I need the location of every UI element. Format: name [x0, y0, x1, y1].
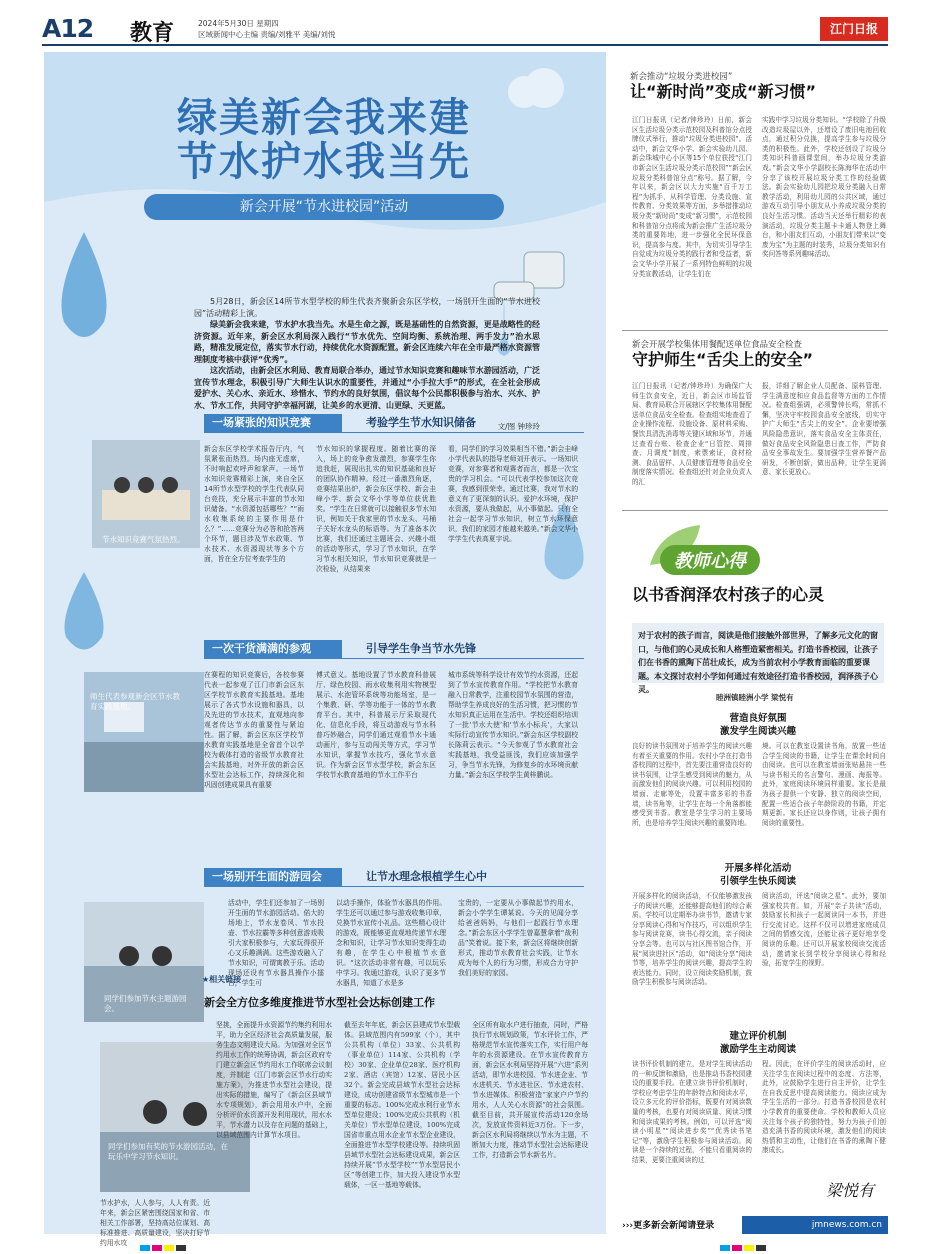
article3-title: 以书香润泽农村孩子的心灵	[632, 585, 825, 604]
footer-text: ›››更多新会新闻请登录	[622, 1221, 715, 1231]
registration-mark	[720, 1245, 730, 1251]
feature-lead	[194, 296, 540, 433]
related-column: 截至去年年底，新会区县建成节水型载体。县域范围内有599家（个），其中公共机构（单位）33家、公共机构（事业单位）114家、公共机构（学校）30家、企业单位28家、医疗机构2家、酒店（宾馆）12家、居民小区32个。新会完成县域节水型社会达标建设，成功创建省级节水型城市是一个重要的标志。100%完成水利行业节水型单位建设；100%完成公共机构（机关单位）节水型单位建设，100%完成国省市重点用水企业节水型企业建设，全面推进节水型学校建设等。持续巩固县域节水型社会达标建设成果，新会区持续开展“节水型学校”“节水型居民小区”等创建工作，加大投入建设节水型载体，一区一基地等载体。	[344, 1021, 460, 1189]
divider	[622, 330, 888, 331]
registration-mark	[176, 1245, 186, 1251]
section1-rule	[204, 432, 584, 433]
header-rule	[42, 44, 888, 46]
related-column: 节水护水，人人参与，人人有责。近年来，新会区紧密围绕国家和省、市相关工作部署，坚持高站位谋划、高标准推进、高质量建设，坚决打好节约用水攻	[100, 1199, 210, 1247]
related-title: 新会全方位多维度推进节水型社会达标创建工作	[204, 996, 435, 1009]
article3-column: 开展多样化的阅读活动，不仅能够激发孩子的阅读兴趣，还能够提高他们的综合素质。学校可以定期举办读书节，邀请专家分享阅读心得和写作技巧，可以组织学生参与阅读竞赛，读书心得交流，亲子阅读分享会等。也可以与社区图书馆合作，开展“阅读进社区”活动，如“阅读分享”阅读节等，培养学生的阅读兴趣，提高学生的表达能力。同时，设立阅读奖励机制，鼓励学生积极参与阅读活动。	[632, 892, 752, 987]
visit-photo	[84, 672, 204, 792]
article3-column: 读书评价机制的建立，是对学生阅读活动的一种反馈和激励，也是推动书香校园建设的重要手段。在建立读书评价机制时，学校应考虑学生的年龄特点和阅读水平，设立多元化的评价指标，既要有对阅读数量的考核，也要有对阅读质量、阅读习惯和阅读成果的考核。例如，可以评选“阅读小明星”“阅读进步奖”“优秀读书笔记”等，激励学生积极参与阅读活动。阅读是一个持续的过程，不能只看重阅读的结果，更要注重阅读的过	[632, 1060, 752, 1164]
section3-column: 活动中，学生们还参加了一场别开生面的节水游园活动。偌大的场地上，节水龙卷风、节水投壶、节水拉霸等多种创意游戏吸引大家积极参与，大家玩得很开心又乐趣满满。这些游戏融入了节水知识，可谓寓教于乐。活动现场还设有节水器具操作小擂台，学生可	[228, 899, 324, 987]
subhead: 营造良好氛围 激发学生阅读兴趣	[719, 713, 796, 737]
date-line: 2024年5月30日 星期四	[198, 19, 279, 28]
subhead: 建立评价机制 激励学生主动阅读	[719, 1031, 796, 1055]
related-column: 全区所有取水户进行抽查，同时，严格执行节水规划政策，节水评价工作，严格规范节水宣传落实工作，实行用户每年的水资源建设。在节水宣传教育方面，新会区水利局坚持开展“六进”系列活动，即节水进校园、节水进企业、节水进机关、节水进社区、节水进农村、节水进媒体。积极营造“家家户户节约用水，人人关心水资源”的社会氛围。截至目前，共开展宣传活动120余场次，发放宣传资料近3万份。下一步，新会区水利局将继续以节水为主题，不断加大力度，推动节水型社会达标建设工作，打造新会节水新名片。	[472, 1021, 588, 1159]
article1-kicker: 新会推动“垃圾分类进校园”	[630, 72, 733, 82]
footer	[622, 1216, 888, 1234]
related-column: 坚挑，全面提升水资源节约集约利用水平，助力全区经济社会高质量发展，服务生态文明建设大局。为加强对全区节约用水工作的统筹协调，新会区政府专门建立新会区节约用水工作联席会议制度，并制定《江门市新会区节水行动实施方案》，为推进节水型社会建设，提出实际的措施，编写了《新会区县域节水专项规划》，新会用用水户中，全面分析评价水资源开发利用现状，用水水平，节水潜力以及存在问题的基础上，以县域范围内计算节水项目。	[216, 1021, 332, 1139]
editors-line: 区域新闻中心主编 责编/刘雅平 美编/刘悦	[198, 30, 336, 39]
visit-photo-caption: 师生代表参观新会区节水教育实践基地。	[90, 692, 180, 711]
section3-rule	[204, 886, 584, 887]
section2-bar: 一次干货满满的参观	[204, 640, 342, 658]
section3-bar: 一场别开生面的游园会	[204, 868, 342, 886]
article2-title: 守护师生“舌尖上的安全”	[632, 350, 814, 369]
star-icon: ★	[202, 975, 210, 984]
chevrons-icon: ›››	[622, 1221, 634, 1231]
article3-column: 阅读活动，评选“阅读之星”。此外，要加强家校共育。如，开展“亲子共读”活动，鼓励家长和孩子一起阅读同一本书，并进行交流讨论。这样不仅可以增进家庭成员之间的情感交流，还能让孩子更好地享受阅读的乐趣。还可以开展家校阅读交流活动，邀请家长到学校分享阅读心得和经验，拓宽学生的视野。	[762, 892, 886, 968]
article2-kicker: 新会开展学校集体用餐配送单位食品安全检查	[632, 340, 803, 350]
section2-column: 城市系统等科学设计有效节约水资源，还起到了节水宣传教育作用。“学校把节水教育融入日常教学，注重校园节水氛围的营造，帮助学生养成良好的生活习惯，把习惯的节水知识真正运用在生活中。学校还组织培训了一批‘节水大使’和‘节水小标兵’，大家以实际行动宣传节水知识。”新会东区学校副校长陈莉云表示。“今天参观了节水教育社会实践基地，我受益匪浅，我们应该加强学习，争当节水先锋，为修复乡的水环境贡献力量。”新会东区学校学生黄梓鹏说。	[448, 671, 578, 779]
registration-mark	[756, 1245, 766, 1251]
article1-head	[630, 70, 890, 102]
feature-panel	[44, 52, 606, 1247]
article1-title: 让“新时尚”变成“新习惯”	[630, 82, 817, 101]
registration-mark	[140, 1245, 150, 1251]
divider	[622, 510, 888, 511]
related-photo-caption: 同学们参加有奖的节水游园活动，在玩乐中学习节水知识。	[108, 1142, 228, 1161]
page-header	[42, 14, 888, 44]
related-tag: ★相关链接	[202, 975, 242, 984]
article3-column: 良好的读书氛围对于培养学生的阅读兴趣有着至关重要的作用。农村小学在打造书香校园的过程中，首先要注重营造良好的读书氛围，让学生感受到阅读的魅力，从而激发他们的阅读兴趣。可以利用校园的墙面、走廊等处，设置丰富多彩的书香墙，读书角等，让学生在每一个角落都能感受到书香。教室是学生学习的主要场所，也是培养学生阅读兴趣的重要阵地。	[632, 742, 752, 827]
article3-abstract: 对于农村的孩子而言，阅读是他们接触外部世界，了解多元文化的窗口，与他们的心灵成长和人格塑造紧密相关。打造书香校园，让孩子们在书香的熏陶下茁壮成长，成为当前农村小学教育面临的重要课题。本文探讨农村小学如何通过有效途径打造书香校园，润泽孩子心灵。	[632, 623, 884, 683]
section3-column: 宝贵的，一定要从小事做起节约用水，新会小学学生谭某说。今天的见闻分享给爸爸妈妈，与他们一起践行节水理念。”新会东区小学学生曾嘉慧拿着“战利品”笑着说。接下来，新会区将继续创新形式，推动节水教育社会实践，让节水成为每个人的行为习惯，形成合力守护我们美好的家园。	[458, 899, 578, 977]
contest-photo	[92, 440, 200, 548]
section1-column: 节水知识的掌握程度。随着比赛的深入，场上的竞争愈发激烈，参赛学生你追我赶，展现出扎实的知识基础和良好的团队协作精神。经过一番激烈角逐，竞赛结果出炉，新会东区学校、新会圭峰小学、新会文华小学等单位获优胜奖。“学生在日常就可以接触很多节水知识，例如关于我家里的节水龙头、马桶子关好水龙头的标语等。为了准备本次比赛，我们还通过主题班会、兴趣小组的活动等形式，学习了节水知识，在学习节水相关知识，节水知识竞赛就是一次检验，从结果来	[316, 445, 436, 573]
article3-column: 程。因此，在评价学生的阅读活动时，应关注学生在阅读过程中的态度、方法等，此外，应鼓励学生进行自主评价，让学生在自我反思中提高阅读能力。阅读应成为学生生活的一部分。打造书香校园是农村小学教育的重要使命。学校和教师人员应关注每个孩子的独特性，努力为孩子们创造充满书香的阅读环境，激发他们的阅读热情和主动性，让他们在书香的熏陶下健康成长。	[762, 1060, 886, 1155]
article3-author: 睦洲镇睦洲小学 梁悦有	[716, 693, 794, 702]
section1-title: 考验学生节水知识储备	[366, 416, 476, 429]
article3-column: 境。可以在教室设置读书角，放置一些适合学生阅读的书籍，让学生在课余时间自由阅读。也可以在教室墙面张贴悬挂一些与读书相关的名言警句、漫画、海报等。此外，家庭阅读环境同样重要。家长是最为孩子提供一个安静、独立的阅读空间，配置一些适合孩子年龄阶段的书籍，并定期更新。家长还应以身作则，让孩子拥有阅读的重要性。	[762, 742, 886, 827]
section2-column: 在赛程的知识竞赛后，各校参赛代表一起参观了江门市新会区东区学校节水教育实践基地。基地展示了各式节水设施和器具，以及先进的节水技术，直观地向参观者传达节水的重要性与紧迫性。据了解，新会区东区学校节水教育实践基地是全省首个以学校为载体打造的省级节水教育社会实践基地，对外开放的新会区水型社会达标工作，持续深化和巩固创建成果具有重要	[204, 671, 304, 789]
article1-column: 实践中学习垃圾分类知识。“学校除了升级改造垃圾屋以外，还增设了废旧电池回收点，通过积分兑换，提高学生参与垃圾分类的积极性。此外，学校还创设了垃圾分类知识科普画课堂间，举办垃圾分类游戏。”新会文华小学副校长陈海华在活动中分享了该校开展垃圾分类工作的经验做法。新会实验幼儿园把垃圾分类融入日常教学活动，利用幼儿园的公共区域，通过游戏互动引导小朋友从小养成垃圾分类的良好生活习惯。活动当天还举行精彩的表演活动，垃圾分类主题卡卡通人物登上舞台，和小朋友们互动，小朋友们带来以“变废为宝”为主题的时装秀，垃圾分类知识有奖问答等系列趣味活动。	[762, 116, 886, 259]
section3-column: 以动手操作，体验节水器具的作用。学生还可以通过参与游戏收集印章，兑换节水宣传小礼品。这些精心设计的游戏，既能够更直观地传递节水理念和知识，让学习节水知识变得生动有趣，在学生心中根植节水意识。“这次活动非常有趣，可以玩乐中学习。我通过游戏，认识了更多节水器具，知道了水是多	[336, 899, 446, 987]
fair-photo-caption: 同学们参加节水主题游园会。	[104, 994, 187, 1013]
byline: 文/图 钟珍玲	[497, 422, 540, 431]
article2-head	[632, 338, 888, 370]
footer-site-link[interactable]: jmnews.com.cn	[742, 1216, 888, 1234]
column-badge: 教师心得	[660, 545, 760, 575]
newspaper-logo: 江门日报	[820, 17, 888, 41]
feature-title-line2: 节水护水我当先	[177, 138, 471, 185]
lead-paragraph: 绿美新会我来建，节水护水我当先。水是生命之源，既是基础性的自然资源，更是战略性的经济资源。近年来，新会区水利局深入践行“节水优先、空间均衡、系统治理、两手发力”治水思路，精准发展定位，落实节水行动，持续优化水资源配置。新会区连续六年在全市最严格水资源管理制度考核中获评“优秀”。	[194, 320, 540, 364]
header-meta	[198, 18, 335, 40]
feature-title-line1: 绿美新会我来建	[177, 94, 471, 141]
article2-column: 江门日报讯（记者/钟珍玲）为确保广大师生饮食安全，近日，新会区市场监管局、教育局联合开展辖区学校集体用餐配送单位食品安全检查。检查组实地查看了企业操作流程、设施设备、原材料采购、餐饮具清洗消毒等关键区域和环节，并通过查看台账、检查企业“日管控、周排查、月调度”制度，索票索证，食材检测、食品留样、人员健康管理等食品安全制度落实情况。检查组还针对企业负责人的汇	[632, 382, 752, 486]
section1-bar: 一场紧张的知识竞赛	[204, 414, 342, 432]
section-name: 教育	[130, 21, 175, 46]
section1-column: 看，同学们的学习效果相当不错。”新会圭峰小学代表队的指导老师刘开表示。一场知识竞赛，对参赛者和观赛者而言，都是一次宝贵的学习机会。“可以代表学校参加这次竞赛，我感到很荣幸。通过比赛，我对节水的意义有了更深刻的认识。爱护水环境，保护水资源，要从我做起，从小事做起。只有全社会一起学习节水知识，树立节水环保意识，我们的家园才能越来越美。”新会文华小学学生代表高夏宇说。	[448, 445, 578, 543]
feature-subtitle: 新会开展“节水进校园”活动	[144, 194, 504, 220]
water-drop-icon	[54, 572, 114, 662]
contest-photo-caption: 节水知识竞赛气氛热烈。	[102, 535, 185, 544]
section1-column: 新会东区学校学术报告厅内，气氛紧张而热烈。场内座无虚席，不时响起欢呼声和掌声。一场节水知识竞赛精彩上演，来自全区14所节水型学校的学生代表队同台竞技，充分展示丰富的节水知识储备。“水资源包括哪些？”“雨水收集系统的主要作用是什么？”……竞赛分为必答和抢答两个环节，题目涉及节水政策、节水技术、水资源现状等多个方面，旨在全方位考查学生的	[204, 445, 304, 563]
lead-paragraph: 这次活动，由新会区水利局、教育局联合举办，通过节水知识竞赛和趣味节水游园活动，广泛宣传节水理念，积极引导广大师生认识水的重要性，并通过“小手拉大手”的形式，在全社会形成爱护水、关心水、亲近水、珍惜水、节约水的良好氛围，倡议每个公民都积极参与治水、兴水、护水、节水工作，共同守护幸福河湖，让美乡的水更清、山更绿、天更蓝。	[194, 366, 540, 410]
registration-mark	[732, 1245, 742, 1251]
lead-paragraph: 5月28日，新会区14所节水型学校的师生代表齐聚新会东区学校，一场别开生面的“节水进校园”活动精彩上演。	[194, 297, 540, 318]
registration-mark	[152, 1245, 162, 1251]
registration-mark	[744, 1245, 754, 1251]
author-signature: 梁悦有	[826, 1181, 875, 1200]
subhead: 开展多样化活动 引领学生快乐阅读	[719, 863, 796, 887]
section2-title: 引导学生争当节水先锋	[366, 642, 476, 655]
article2-column: 报，详细了解企业人员配备、原料管理、学生满意度和应食品监督等方面的工作情况。检查组强调，必须警钟长鸣，常抓不懈，坚决守牢校园食品安全底线，切实守护广大师生“舌尖上的安全”。企业要增强风险隐患意识，落实食品安全主体责任，做好食品安全风险隐患日查工作，严防食品安全事故发生。要加强学生营养餐产品研发，不断创新，做出品种，让学生更满意、家长更放心。	[762, 382, 886, 477]
page-number: A12	[42, 14, 94, 43]
section3-title: 让节水理念根植学生心中	[366, 870, 487, 883]
registration-mark	[164, 1245, 174, 1251]
article1-column: 江门日报讯（记者/钟珍玲）日前，新会区生活垃圾分类示范校园及科普馆分点授牌仪式举行，推动“垃圾分类进校园”。活动中，新会文华小学、新会实验幼儿园、新会珠城中心小区等15个单位获授“江门市新会区生活垃圾分类示范校园”“新会区垃圾分类科普馆分点”称号。据了解，今年以来，新会区以大力实施“百千万工程”为抓手，从科学管理、分类设施、宣传教育、分类效果等方面，多举措推动垃圾分类“新时尚”变成“新习惯”，示范校园和科普馆分点将成为新会推广生活垃圾分类的重要阵地，进一步强化全民环保意识，提高参与度。其中，为切实引导学生自觉成为垃圾分类的践行者和受益者，新会文华小学开展了一系列特色鲜明的垃圾分类宣教活动，让学生们在	[632, 116, 752, 278]
section2-rule	[204, 658, 584, 659]
section2-column: 傅式意义。基地设置了节水教育科普展厅、绿色校园、雨水收集利用实物模型展示、水泡管环系统等功能场室，是一个集教、研、学等功能于一体的节水教育平台。其中，科普展示厅采取现代化、信息化手段，将互动游戏与节水科普巧妙融合，同学们通过观看节水卡通动画片，参与互动闯关等方式，学习节水知识，掌握节水技巧，强化节水意识。作为新会区节水型学校，新会东区学校节水教育基地的节水工作平台	[316, 671, 436, 779]
